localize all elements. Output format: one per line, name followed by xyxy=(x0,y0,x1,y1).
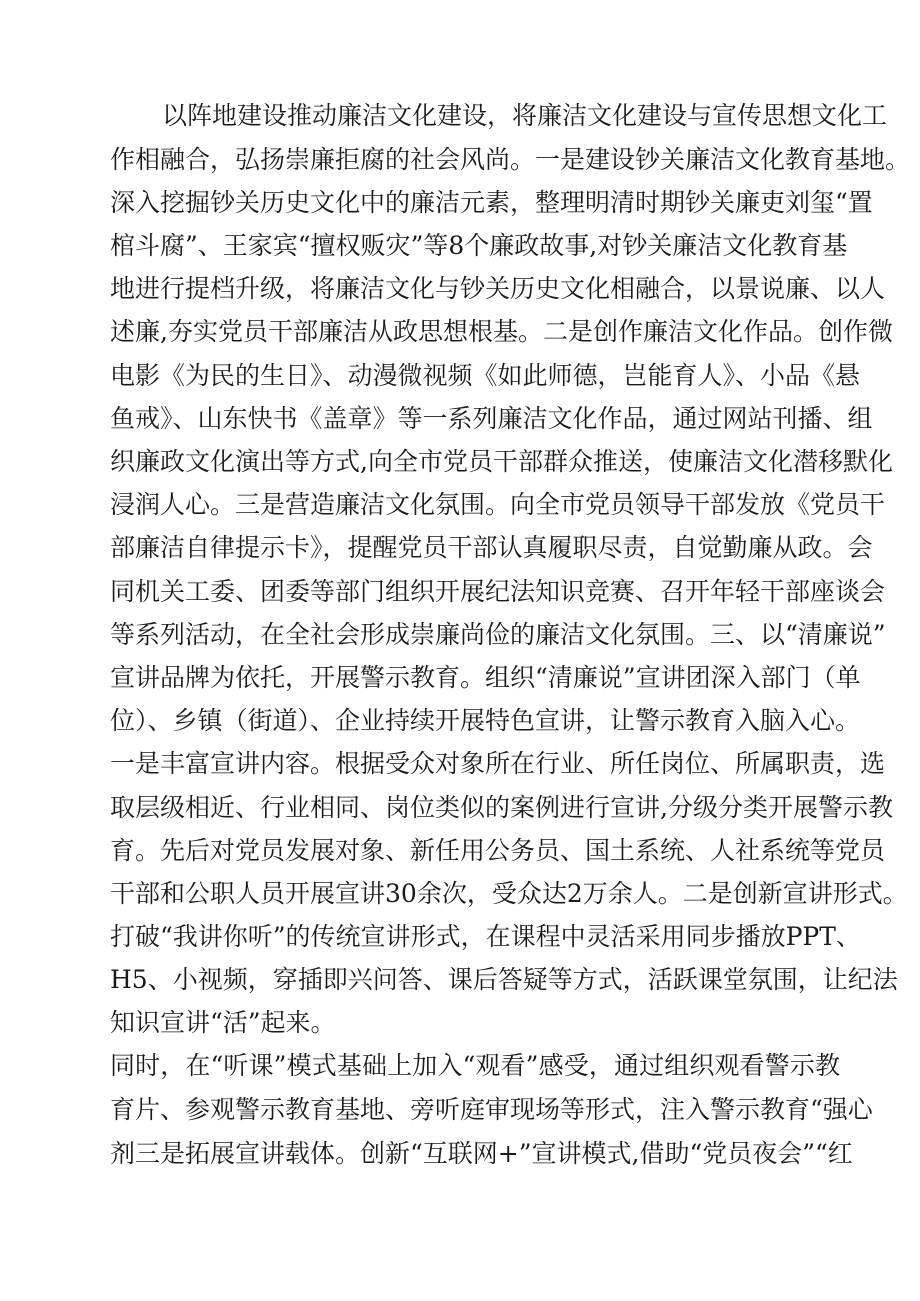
text-line: 干部和公职人员开展宣讲30余次，受众达2万余人。二是创新宣讲形式。 xyxy=(110,879,908,908)
text-line: 棺斗腐”、王家宾“擅权贩灾”等8个廉政故事,对钞关廉洁文化教育基 xyxy=(110,231,848,260)
text-line: 同机关工委、团委等部门组织开展纪法知识竞赛、召开年轻干部座谈会 xyxy=(110,577,886,606)
text-line: 作相融合，弘扬崇廉拒腐的社会风尚。一是建设钞关廉洁文化教育基地。 xyxy=(110,145,911,174)
text-line: 浸润人心。三是营造廉洁文化氛围。向全市党员领导干部发放《党员干 xyxy=(110,490,886,519)
text-line: 一是丰富宣讲内容。根据受众对象所在行业、所任岗位、所属职责，选 xyxy=(110,749,886,778)
text-line: 述廉,夯实党员干部廉洁从政思想根基。二是创作廉洁文化作品。创作微 xyxy=(110,317,893,346)
text-line: 等系列活动，在全社会形成崇廉尚俭的廉洁文化氛围。三、以“清廉说” xyxy=(110,620,886,649)
text-line: 打破“我讲你听”的传统宣讲形式，在课程中灵活采用同步播放PPT、 xyxy=(110,922,861,951)
text-line: 育。先后对党员发展对象、新任用公务员、国土系统、人社系统等党员 xyxy=(110,836,886,865)
text-line: 部廉洁自律提示卡》，提醒党员干部认真履职尽责，自觉勤廉从政。会 xyxy=(110,533,873,562)
text-line: H5、小视频，穿插即兴问答、课后答疑等方式，活跃课堂氛围，让纪法 xyxy=(110,965,898,994)
text-line: 鱼戒》、山东快书《盖章》等一系列廉洁文化作品，通过网站刊播、组 xyxy=(110,404,873,433)
text-line: 电影《为民的生日》、动漫微视频《如此师德，岂能育人》、小品《悬 xyxy=(110,361,861,390)
text-line: 以阵地建设推动廉洁文化建设，将廉洁文化建设与宣传思想文化工 xyxy=(162,101,888,130)
text-line: 织廉政文化演出等方式,向全市党员干部群众推送，使廉洁文化潜移默化 xyxy=(110,447,893,476)
text-line: 宣讲品牌为依托，开展警示教育。组织“清廉说”宣讲团深入部门（单 xyxy=(110,663,861,692)
text-line: 同时，在“听课”模式基础上加入“观看”感受，通过组织观看警示教 xyxy=(110,1051,840,1080)
text-line: 剂三是拓展宣讲载体。创新“互联网+”宣讲模式,借助“党员夜会”“红 xyxy=(110,1139,853,1168)
text-line: 深入挖掘钞关历史文化中的廉洁元素，整理明清时期钞关廉吏刘玺“置 xyxy=(110,188,873,217)
text-line: 知识宣讲“活”起来。 xyxy=(110,1008,336,1037)
text-line: 位）、乡镇（街道）、企业持续开展特色宣讲，让警示教育入脑入心。 xyxy=(110,706,861,735)
text-line: 取层级相近、行业相同、岗位类似的案例进行宣讲,分级分类开展警示教 xyxy=(110,793,893,822)
text-line: 地进行提档升级，将廉洁文化与钞关历史文化相融合，以景说廉、以人 xyxy=(110,274,886,303)
text-line: 育片、参观警示教育基地、旁听庭审现场等形式，注入警示教育“强心 xyxy=(110,1095,873,1124)
